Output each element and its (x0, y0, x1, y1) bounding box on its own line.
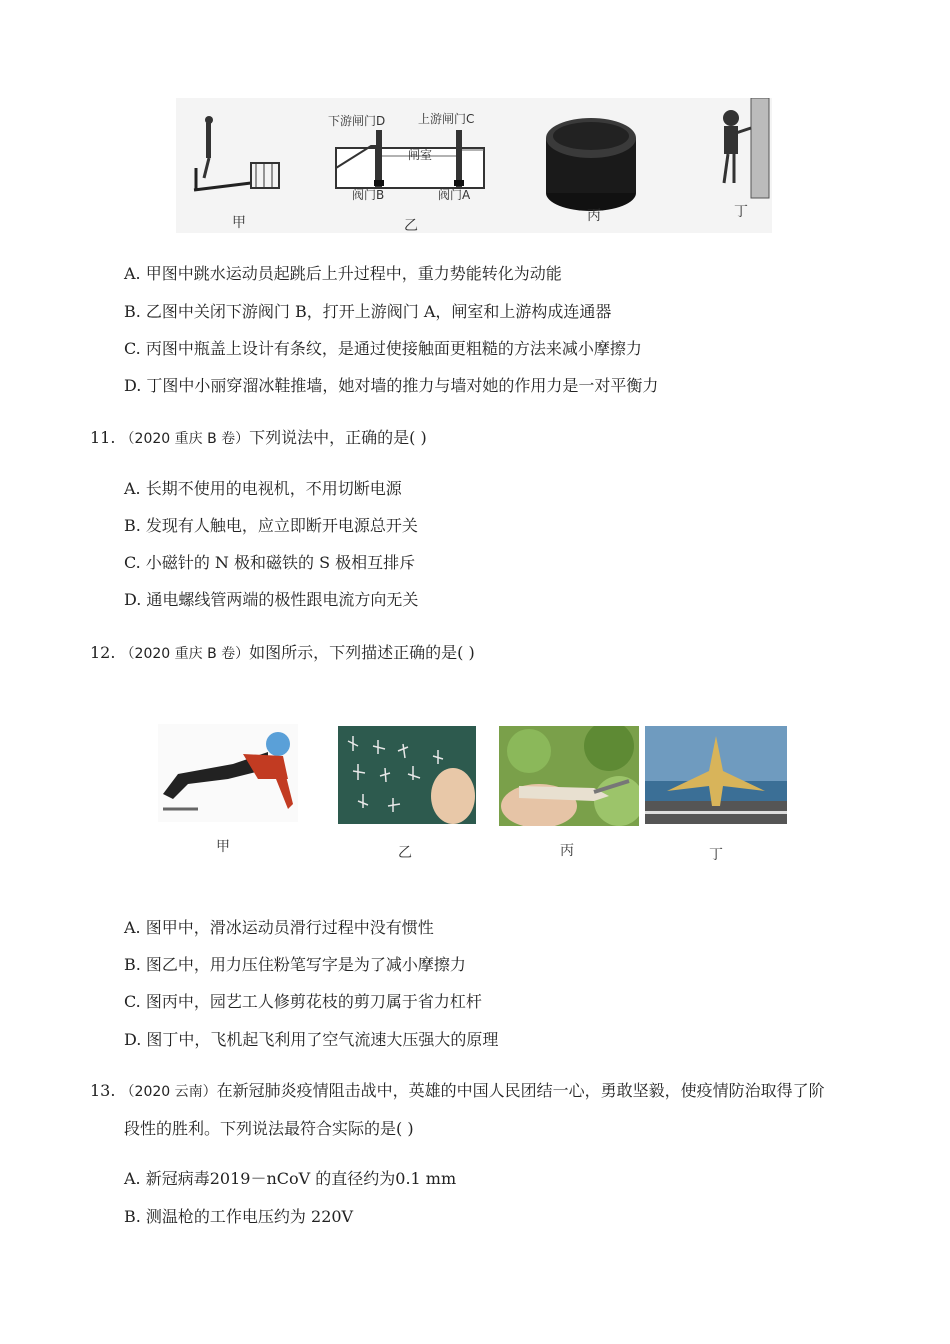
pruning-shears-photo (499, 726, 639, 826)
bottle-cap-photo (546, 118, 636, 211)
q12-option-c: C. 图丙中，园艺工人修剪花枝的剪刀属于省力杠杆 (124, 992, 482, 1011)
q12-number: 12. (90, 643, 116, 662)
q13-option-b: B. 测温枪的工作电压约为 220V (124, 1207, 354, 1226)
q12-source: （2020 重庆 B 卷） (120, 646, 250, 662)
q12-caption-bing: 丙 (560, 843, 574, 859)
q11-option-a: A. 长期不使用的电视机，不用切断电源 (124, 479, 402, 498)
girl-pushing-wall (723, 98, 769, 198)
q11-option-b: B. 发现有人触电，应立即断开电源总开关 (124, 516, 418, 535)
q13-stem-line1: 在新冠肺炎疫情阻击战中，英雄的中国人民团结一心，勇敢坚毅，使疫情防治取得了阶 (216, 1081, 825, 1100)
q11-source: （2020 重庆 B 卷） (120, 431, 250, 447)
q13-number: 13. (90, 1081, 116, 1100)
label-valve-a: 阀门A (438, 188, 471, 202)
question-12 (90, 642, 475, 665)
caption-ding: 丁 (734, 204, 748, 220)
question-13-line2: 段性的胜利。下列说法最符合实际的是( ) (124, 1119, 414, 1138)
label-chamber: 闸室 (408, 148, 433, 162)
q13-source: （2020 云南） (120, 1084, 217, 1100)
speed-skater-photo (158, 724, 298, 822)
q11-option-c: C. 小磁针的 N 极和磁铁的 S 极相互排斥 (124, 553, 416, 572)
q12-stem: 如图所示，下列描述正确的是( ) (249, 643, 475, 662)
q13-option-a: A. 新冠病毒2019－nCoV 的直径约为0.1 mm (124, 1169, 457, 1188)
q12-option-b: B. 图乙中，用力压住粉笔写字是为了减小摩擦力 (124, 955, 466, 974)
q12-caption-yi: 乙 (398, 845, 412, 861)
diver-illustration (194, 116, 279, 190)
question-11 (90, 427, 427, 450)
caption-jia: 甲 (232, 215, 246, 231)
figure-q10 (176, 98, 772, 233)
q12-option-d: D. 图丁中，飞机起飞利用了空气流速大压强大的原理 (124, 1030, 499, 1049)
blackboard-writing-photo (338, 726, 476, 824)
q10-option-a: A. 甲图中跳水运动员起跳后上升过程中，重力势能转化为动能 (124, 264, 562, 283)
q12-caption-jia: 甲 (216, 839, 230, 855)
q10-option-b: B. 乙图中关闭下游阀门 B，打开上游阀门 A，闸室和上游构成连通器 (124, 302, 612, 321)
q12-option-a: A. 图甲中，滑冰运动员滑行过程中没有惯性 (124, 918, 434, 937)
caption-bing: 丙 (587, 208, 601, 224)
fighter-jet-photo (645, 726, 787, 824)
caption-yi: 乙 (404, 218, 418, 234)
label-lower-gate: 下游闸门D (328, 114, 386, 128)
q10-option-d: D. 丁图中小丽穿溜冰鞋推墙，她对墙的推力与墙对她的作用力是一对平衡力 (124, 376, 659, 395)
q11-stem: 下列说法中，正确的是( ) (249, 428, 427, 447)
q11-number: 11. (90, 428, 116, 447)
question-13 (90, 1080, 825, 1103)
q11-option-d: D. 通电螺线管两端的极性跟电流方向无关 (124, 590, 419, 609)
label-upper-gate: 上游闸门C (418, 112, 475, 126)
q10-option-c: C. 丙图中瓶盖上设计有条纹，是通过使接触面更粗糙的方法来减小摩擦力 (124, 339, 642, 358)
q12-caption-ding: 丁 (709, 847, 723, 863)
label-valve-b: 阀门B (352, 188, 385, 202)
